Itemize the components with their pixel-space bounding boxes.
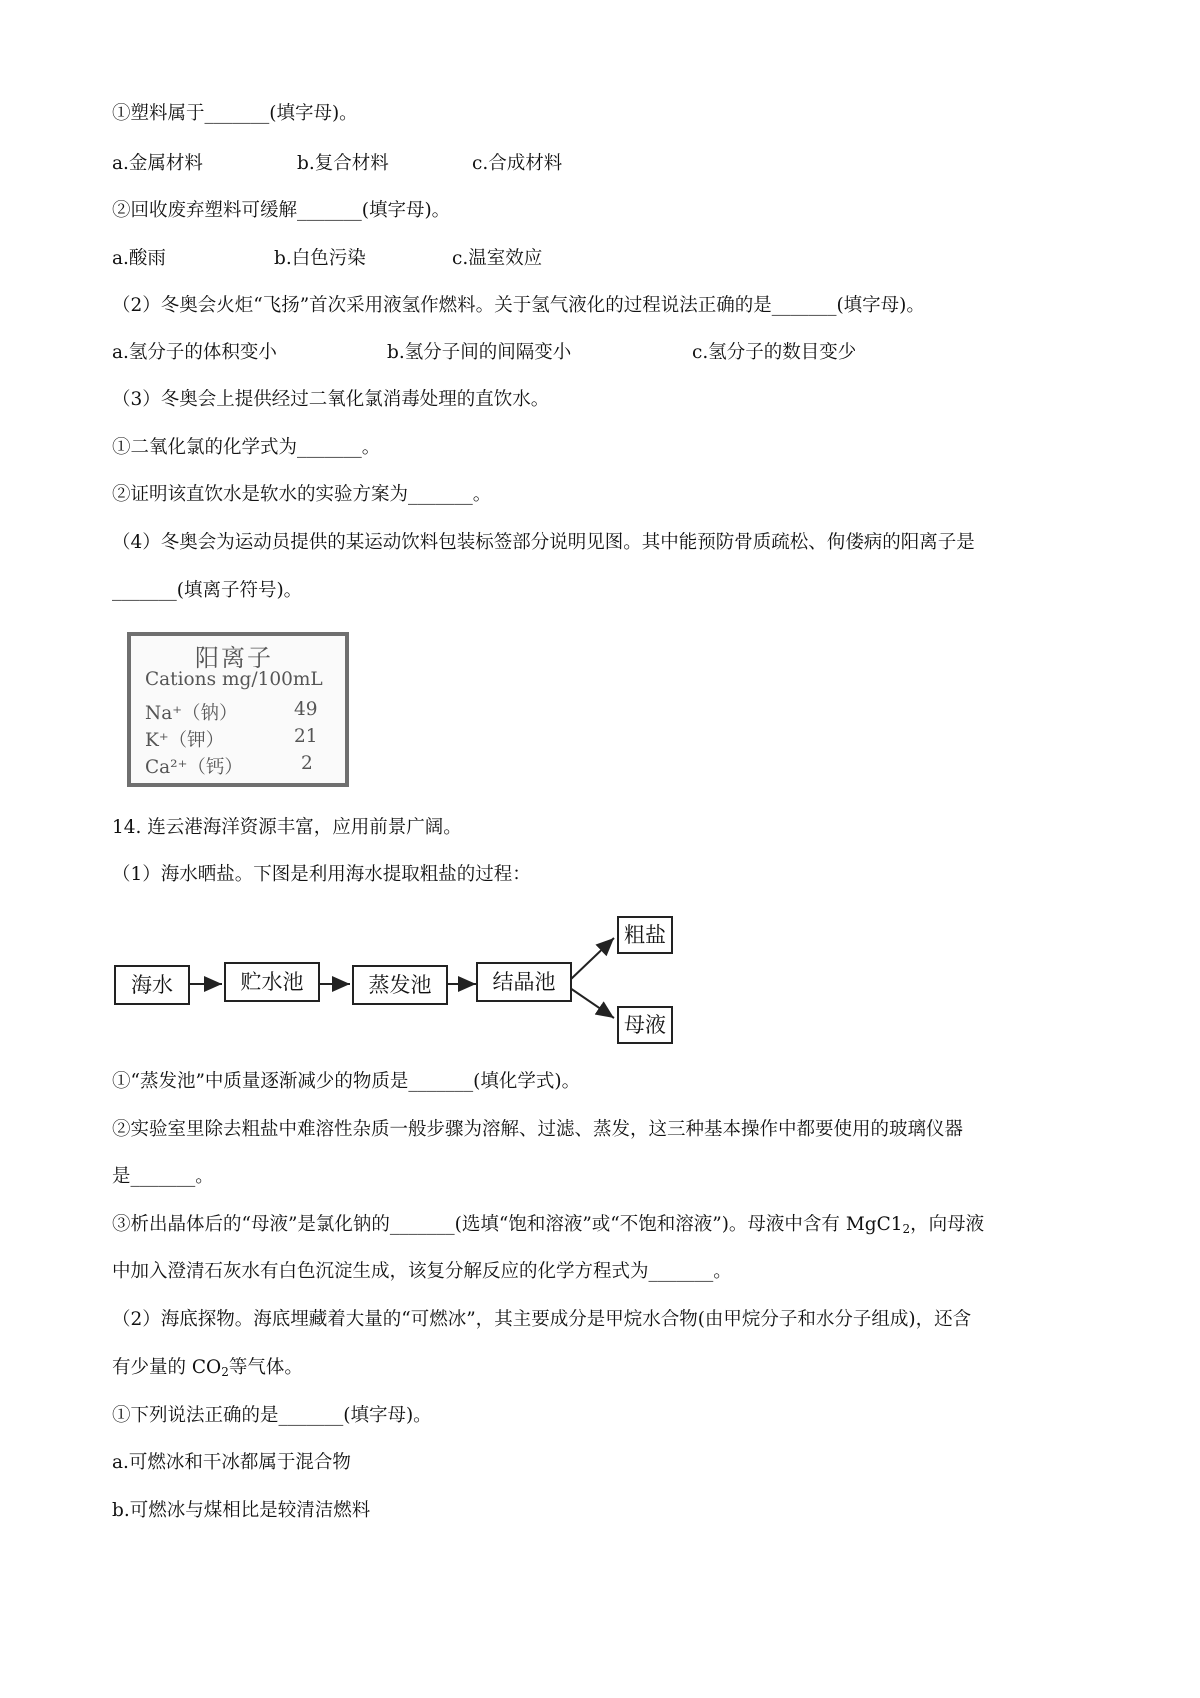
q14-p1: （1）海水晒盐。下图是利用海水提取粗盐的过程： xyxy=(112,864,531,885)
flow-box-crude-salt: 粗盐 xyxy=(617,916,673,954)
q14-p2-line2 xyxy=(112,1355,303,1385)
q14-p1-q2-line1: ②实验室里除去粗盐中难溶性杂质一般步骤为溶解、过滤、蒸发，这三种基本操作中都要使用的玻璃仪器 xyxy=(112,1119,964,1140)
option-a: a.酸雨 xyxy=(112,248,166,269)
option-c: c.温室效应 xyxy=(452,248,543,269)
q13-p4-line2: _______(填离子符号)。 xyxy=(112,580,303,601)
label-title: 阳离子 xyxy=(195,644,273,672)
label-row-ion: K⁺（钾） xyxy=(145,730,225,751)
q14-p1-q3-text-a: ③析出晶体后的“母液”是氯化钠的_______(选填“饱和溶液”或“不饱和溶液”)。母液中含有 MgC1 xyxy=(112,1214,903,1235)
option-b: b.氢分子间的间隔变小 xyxy=(387,342,572,363)
flow-box-mother-liquor: 母液 xyxy=(617,1006,673,1044)
subscript: 2 xyxy=(902,1222,911,1236)
q14-p2-q1: ①下列说法正确的是_______(填字母)。 xyxy=(112,1405,432,1426)
option-a: a.金属材料 xyxy=(112,153,203,174)
option-a: a.氢分子的体积变小 xyxy=(112,342,277,363)
arrow-4 xyxy=(570,938,614,980)
q14-p1-q2-line2: 是_______。 xyxy=(112,1166,214,1187)
q14-p2-line1: （2）海底探物。海底埋藏着大量的“可燃冰”，其主要成分是甲烷水合物(由甲烷分子和水分子组成)，还含 xyxy=(112,1309,972,1330)
q14-p1-q1: ①“蒸发池”中质量逐渐减少的物质是_______(填化学式)。 xyxy=(112,1071,581,1092)
q13-p2: （2）冬奥会火炬“飞扬”首次采用液氢作燃料。关于氢气液化的过程说法正确的是_______(填字母)。 xyxy=(112,295,925,316)
q14-stem: 14. 连云港海洋资源丰富，应用前景广阔。 xyxy=(112,817,462,838)
option-c: c.氢分子的数目变少 xyxy=(692,342,857,363)
subscript: 2 xyxy=(221,1365,229,1379)
q14-p1-q3-line1 xyxy=(112,1212,984,1242)
option-b: b.复合材料 xyxy=(297,153,389,174)
label-row-ion: Ca²⁺（钙） xyxy=(145,757,243,778)
q14-p2-option-b: b.可燃冰与煤相比是较清洁燃料 xyxy=(112,1500,371,1521)
q14-p2-text-b: 等气体。 xyxy=(228,1357,303,1378)
arrow-5 xyxy=(570,988,614,1018)
q13-p3: （3）冬奥会上提供经过二氧化氯消毒处理的直饮水。 xyxy=(112,389,550,410)
q14-p2-option-a: a.可燃冰和干冰都属于混合物 xyxy=(112,1452,351,1473)
flow-box-seawater: 海水 xyxy=(114,965,190,1005)
q13-p1-q1: ①塑料属于_______(填字母)。 xyxy=(112,103,358,124)
flow-box-reservoir: 贮水池 xyxy=(224,962,320,1002)
flow-box-crystallization: 结晶池 xyxy=(476,962,572,1002)
option-c: c.合成材料 xyxy=(472,153,563,174)
label-row-value: 21 xyxy=(294,726,318,747)
label-row-value: 49 xyxy=(294,699,318,720)
flow-box-evaporation: 蒸发池 xyxy=(352,965,448,1005)
q13-p3-q1: ①二氧化氯的化学式为_______。 xyxy=(112,437,381,458)
q14-p2-text-a: 有少量的 CO xyxy=(112,1357,222,1378)
option-b: b.白色污染 xyxy=(274,248,366,269)
label-row-ion: Na⁺（钠） xyxy=(145,703,238,724)
label-row-value: 2 xyxy=(301,753,313,774)
q13-p1-q2: ②回收废弃塑料可缓解_______(填字母)。 xyxy=(112,200,451,221)
q13-p4-line1: （4）冬奥会为运动员提供的某运动饮料包装标签部分说明见图。其中能预防骨质疏松、佝偻病的阳离子是 xyxy=(112,532,975,553)
q13-p3-q2: ②证明该直饮水是软水的实验方案为_______。 xyxy=(112,484,492,505)
q14-p1-q3-line2: 中加入澄清石灰水有白色沉淀生成，该复分解反应的化学方程式为_______。 xyxy=(112,1261,732,1282)
q14-p1-q3-text-b: ，向母液 xyxy=(910,1214,985,1235)
label-header: Cations mg/100mL xyxy=(145,669,323,690)
